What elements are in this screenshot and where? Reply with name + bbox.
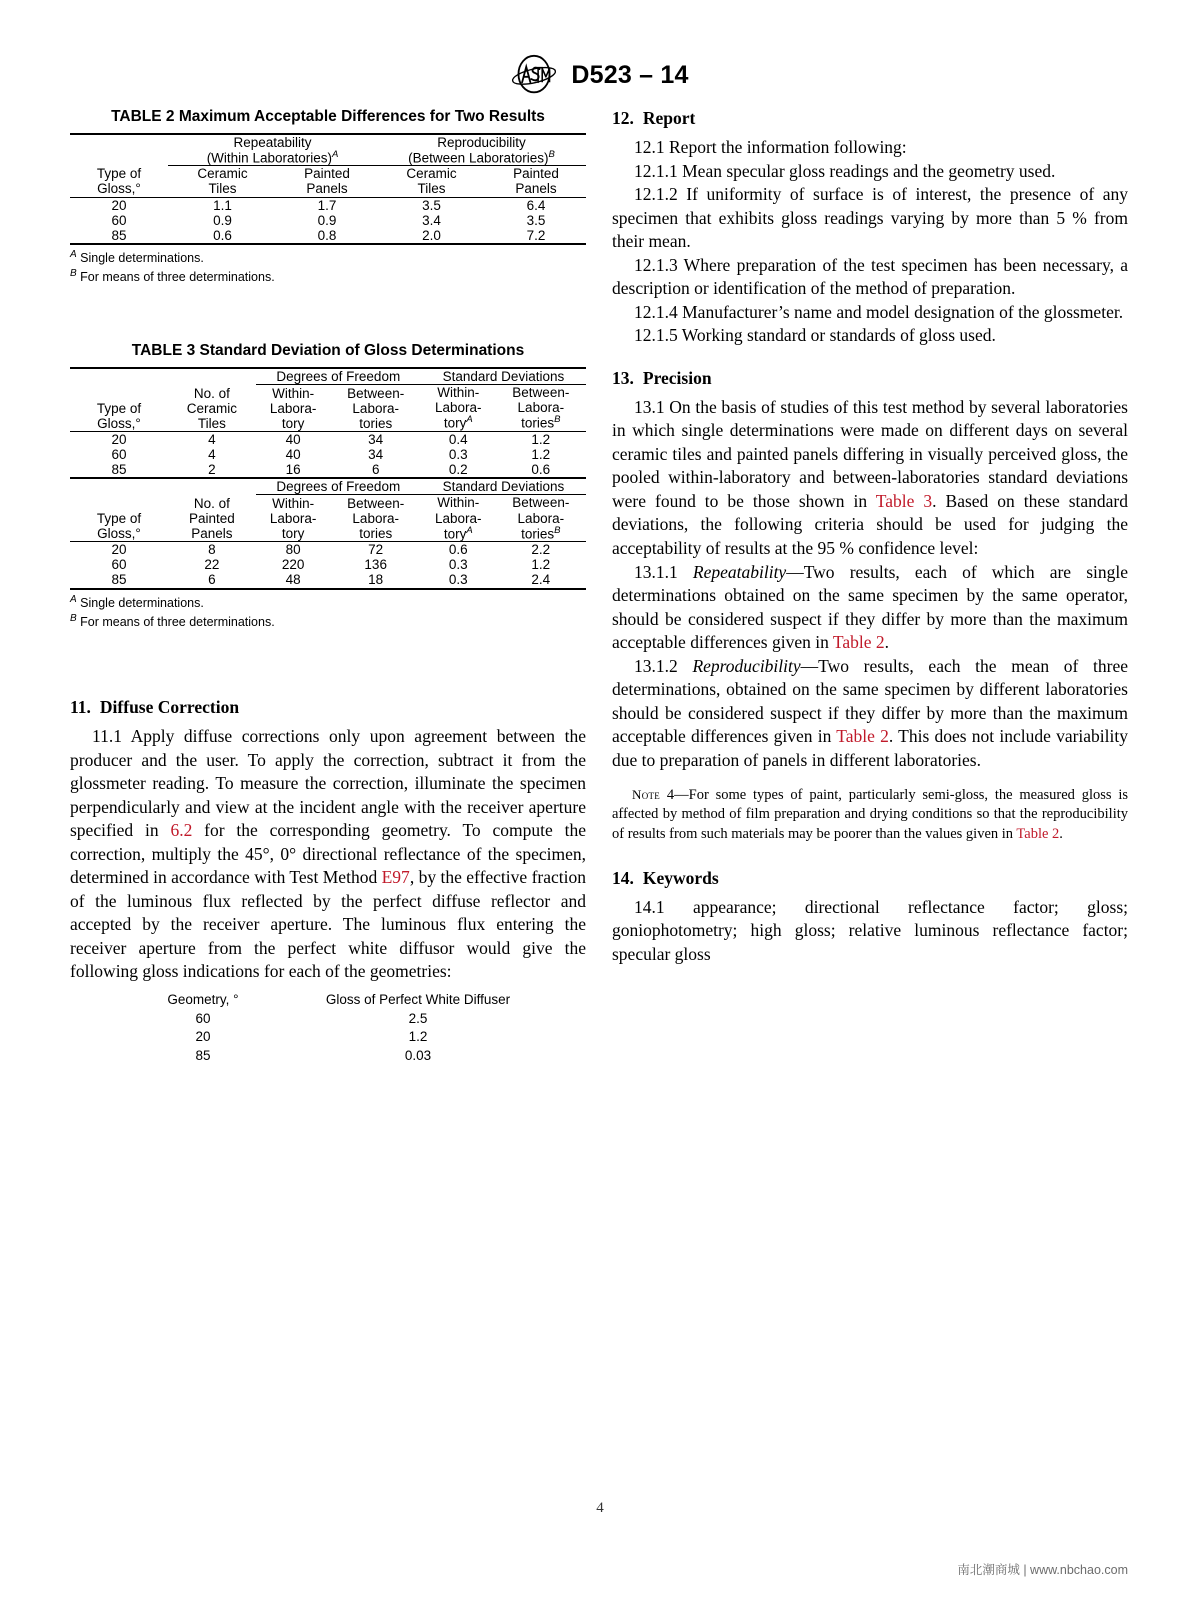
table-3c-stub-header: Type of Gloss,° — [96, 400, 142, 431]
section-12-1-3: 12.1.3 Where preparation of the test specimen has been necessary, a description or identification of the method of preparation. — [612, 254, 1128, 299]
cell-count: 8 — [208, 542, 216, 558]
cell-count: 4 — [208, 447, 216, 463]
cell-value: 40 — [285, 431, 301, 447]
geometry-col-header: Geometry, ° — [167, 991, 239, 1007]
table-3p-subheader: Between- Labora- tories — [347, 495, 405, 542]
section-12-1: 12.1 Report the information following: — [634, 137, 907, 157]
section-14-1: 14.1 appearance; directional reflectance factor; gloss; goniophotometry; high gloss; relative luminous reflectance factor; specular gloss — [612, 896, 1128, 964]
table-row — [70, 213, 586, 228]
table-3-painted — [70, 479, 586, 589]
table-2-group-reproducibility: Reproducibility (Between Laboratories)$^B$ — [377, 134, 586, 166]
table-row — [70, 431, 586, 447]
section-11-heading: 11. Diffuse Correction — [70, 697, 240, 718]
footnote: $^A$ Single determinations. — [70, 248, 204, 266]
cell-value: 34 — [368, 447, 384, 463]
cell-gloss: 60 — [111, 212, 127, 228]
table-3c-subheader: Between- Labora- tories$^B$ — [512, 385, 570, 431]
cell-gloss: 60 — [111, 447, 127, 463]
table-row — [70, 134, 586, 166]
table-3-block — [70, 342, 586, 631]
cell-gloss: 85 — [111, 227, 127, 243]
section-11-paragraph: 11.1 Apply diffuse corrections only upon agreement between the producer and the user. To apply the correction, subtract it from the glossmeter reading. To measure the correction, illuminate the specimen perpendicularly and view at the incident angle with the receiver aperture specified in 6.2 for the corresponding geometry. To compute the correction, multiply the 45°, 0° directional reflectance of the specimen, determined in accordance with Test Method E97, by the effective fraction of the luminous flux reflected by the perfect diffuse reflector and accepted by the receiver aperture. The luminous flux entering the receiver aperture from the perfect white diffusor would give the following gloss indications for each of the geometries: — [70, 726, 586, 982]
section-12-1-2: 12.1.2 If uniformity of surface is of interest, the presence of any specimen that exhibits gloss readings varying by more than 5 % from their mean. — [612, 184, 1128, 252]
section-12-1-1: 12.1.1 Mean specular gloss readings and the geometry used. — [634, 160, 1056, 181]
cell-value: 0.6 — [448, 542, 468, 558]
section-12-heading: 12. Report — [612, 108, 696, 128]
table-3c-group-stddev: Standard Deviations — [421, 368, 586, 385]
table-2-block — [70, 108, 586, 286]
spacer — [70, 286, 586, 342]
table-2-subheader-painted-rep: Painted Panels — [304, 166, 350, 197]
page-header — [0, 0, 1200, 98]
table-3-footnotes — [70, 593, 586, 632]
cell-value: 3.4 — [422, 212, 441, 228]
cell-value: 16 — [285, 462, 301, 478]
section-12-1-4: 12.1.4 Manufacturer’s name and model designation of the glossmeter. — [634, 301, 1124, 322]
cell-count: 22 — [204, 557, 220, 573]
reference-link-6-2[interactable]: 6.2 — [170, 820, 193, 841]
cell-gloss: 85 — [111, 462, 127, 478]
cell-value: 2.4 — [531, 572, 551, 588]
cell-value: 72 — [368, 542, 384, 558]
table-row — [70, 479, 586, 495]
table-row — [113, 1028, 543, 1047]
table-3p-subheader: Between- Labora- tories$^B$ — [512, 495, 570, 542]
cell-gloss-value: 0.03 — [404, 1047, 432, 1063]
reference-link-table-2[interactable]: Table 2 — [836, 726, 889, 747]
cell-value: 0.8 — [317, 227, 337, 243]
note-4: Note 4—For some types of paint, particularly semi-gloss, the measured gloss is affected by method of film preparation and drying conditions so that the reproducibility of results from such materials may be poorer than the values given in Table 2. — [612, 787, 1129, 842]
cell-value: 34 — [368, 431, 384, 447]
table-2-subheader-ceramic-rep: Ceramic Tiles — [197, 166, 248, 197]
table-2-stub-header: Type of Gloss,° — [96, 166, 142, 197]
footnote: $^B$ For means of three determinations. — [70, 612, 275, 629]
cell-value: 0.3 — [448, 557, 468, 573]
cell-value: 80 — [285, 542, 301, 558]
table-row — [113, 1010, 543, 1029]
cell-value: 1.7 — [317, 197, 337, 213]
table-2-title: TABLE 2 Maximum Acceptable Differences for Two Results — [111, 108, 545, 125]
page-number: 4 — [596, 1500, 604, 1516]
gloss-col-header: Gloss of Perfect White Diffuser — [325, 991, 511, 1007]
cell-value: 2.0 — [422, 227, 441, 243]
cell-gloss: 60 — [111, 557, 127, 573]
cell-value: 0.4 — [448, 431, 468, 447]
table-row — [113, 991, 543, 1010]
astm-logo-icon — [511, 54, 557, 96]
table-3-title: TABLE 3 Standard Deviation of Gloss Determinations — [131, 342, 525, 360]
cell-value: 1.2 — [531, 431, 551, 447]
section-13-1-1: 13.1.1 Repeatability—Two results, each of which are single determinations obtained on the same specimen by the same operator, should be considered suspect if they differ by more than the maximum acceptable differences given in Table 2. — [612, 561, 1129, 653]
cell-gloss: 20 — [111, 542, 127, 558]
table-2-subheader-painted-repro: Painted Panels — [513, 166, 559, 197]
table-3p-stub-header: Type of Gloss,° — [96, 511, 142, 542]
cell-value: 0.2 — [448, 462, 468, 478]
cell-value: 1.1 — [213, 197, 232, 213]
section-13-1: 13.1 On the basis of studies of this test method by several laboratories in which single determinations were made on different days on several ceramic tiles and painted panels differing in visually perceived gloss, the pooled within-laboratory and between-laboratories standard deviations were found to be those shown in Table 3. Based on these standard deviations, the following criteria should be used for judging the acceptability of results at the 95 % confidence level: — [612, 396, 1128, 558]
table-3c-group-dof: Degrees of Freedom — [256, 368, 421, 385]
cell-value: 2.2 — [531, 542, 551, 558]
cell-value: 18 — [368, 572, 384, 588]
cell-gloss: 20 — [111, 197, 127, 213]
cell-value: 7.2 — [526, 227, 546, 243]
cell-gloss: 20 — [111, 431, 127, 447]
cell-value: 0.6 — [531, 462, 551, 478]
section-14-heading: 14. Keywords — [612, 867, 719, 888]
cell-value: 1.2 — [531, 557, 551, 573]
cell-value: 40 — [285, 447, 301, 463]
cell-value: 136 — [364, 557, 387, 573]
section-13-1-2: 13.1.2 Reproducibility—Two results, each the mean of three determinations, obtained on the same specimen by different laboratories should be considered suspect if they differ by more than the maximum acceptable differences given in Table 2. This does not include variability due to preparation of panels in different laboratories. — [612, 655, 1129, 770]
cell-value: 3.5 — [526, 212, 546, 228]
table-row — [70, 557, 586, 572]
table-row — [70, 572, 586, 588]
two-column-layout — [0, 108, 1200, 1065]
cell-value: 0.3 — [448, 572, 468, 588]
cell-count: 4 — [208, 431, 216, 447]
cell-gloss-value: 2.5 — [408, 1010, 428, 1026]
table-2-group-repeatability: Repeatability (Within Laboratories)$^A$ — [168, 134, 377, 166]
table-3c-count-header: No. of Ceramic Tiles — [186, 385, 238, 431]
section-12-1-5: 12.1.5 Working standard or standards of gloss used. — [634, 325, 996, 346]
left-column — [70, 108, 586, 1065]
cell-value: 1.2 — [531, 447, 551, 463]
table-row — [70, 197, 586, 213]
geometry-gloss-table — [70, 991, 586, 1066]
table-row — [70, 542, 586, 558]
cell-value: 0.6 — [213, 227, 232, 243]
table-2-subheader-ceramic-repro: Ceramic Tiles — [406, 166, 457, 197]
table-row — [113, 1047, 543, 1066]
cell-value: 0.9 — [213, 212, 232, 228]
table-3p-group-dof: Degrees of Freedom — [256, 479, 421, 495]
table-3p-subheader: Within- Labora- tory$^A$ — [434, 495, 482, 542]
table-3c-subheader: Between- Labora- tories — [347, 385, 405, 431]
cell-value: 0.9 — [317, 212, 337, 228]
right-column — [612, 108, 1128, 1065]
table-3p-group-stddev: Standard Deviations — [421, 479, 586, 495]
section-13-heading: 13. Precision — [612, 367, 712, 388]
footnote: $^B$ For means of three determinations. — [70, 268, 275, 285]
table-2 — [70, 133, 586, 245]
cell-gloss-value: 1.2 — [408, 1029, 428, 1045]
table-row — [70, 228, 586, 244]
cell-count: 2 — [208, 462, 216, 478]
reference-link-table-3[interactable]: Table 3 — [875, 490, 933, 511]
watermark: 南北潮商城 | www.nbchao.com — [957, 1563, 1128, 1577]
cell-value: 220 — [281, 557, 305, 573]
cell-count: 6 — [208, 572, 216, 588]
table-row — [70, 447, 586, 462]
spacer — [70, 631, 586, 697]
footnote: $^A$ Single determinations. — [70, 593, 204, 610]
table-2-footnotes — [70, 248, 586, 287]
reference-link-e97[interactable]: E97 — [381, 867, 410, 888]
cell-value: 48 — [285, 572, 301, 588]
cell-value: 6 — [371, 462, 380, 478]
cell-value: 3.5 — [422, 197, 441, 213]
table-3p-count-header: No. of Painted Panels — [188, 495, 235, 542]
table-3p-subheader: Within- Labora- tory — [269, 495, 317, 542]
table-row — [70, 462, 586, 478]
cell-geometry: 60 — [195, 1010, 211, 1026]
cell-value: 6.4 — [526, 197, 546, 213]
cell-value: 0.3 — [448, 447, 468, 463]
cell-gloss: 85 — [111, 572, 127, 588]
cell-geometry: 85 — [195, 1047, 211, 1063]
reference-link-table-2[interactable]: Table 2 — [832, 632, 885, 653]
document-id: D523 – 14 — [571, 60, 689, 89]
table-3-ceramic — [70, 367, 586, 479]
table-row — [70, 368, 586, 385]
table-3c-subheader: Within- Labora- tory$^A$ — [434, 385, 482, 431]
table-3c-subheader: Within- Labora- tory — [269, 385, 317, 431]
cell-geometry: 20 — [195, 1029, 211, 1045]
reference-link-table-2[interactable]: Table 2 — [1016, 825, 1060, 842]
